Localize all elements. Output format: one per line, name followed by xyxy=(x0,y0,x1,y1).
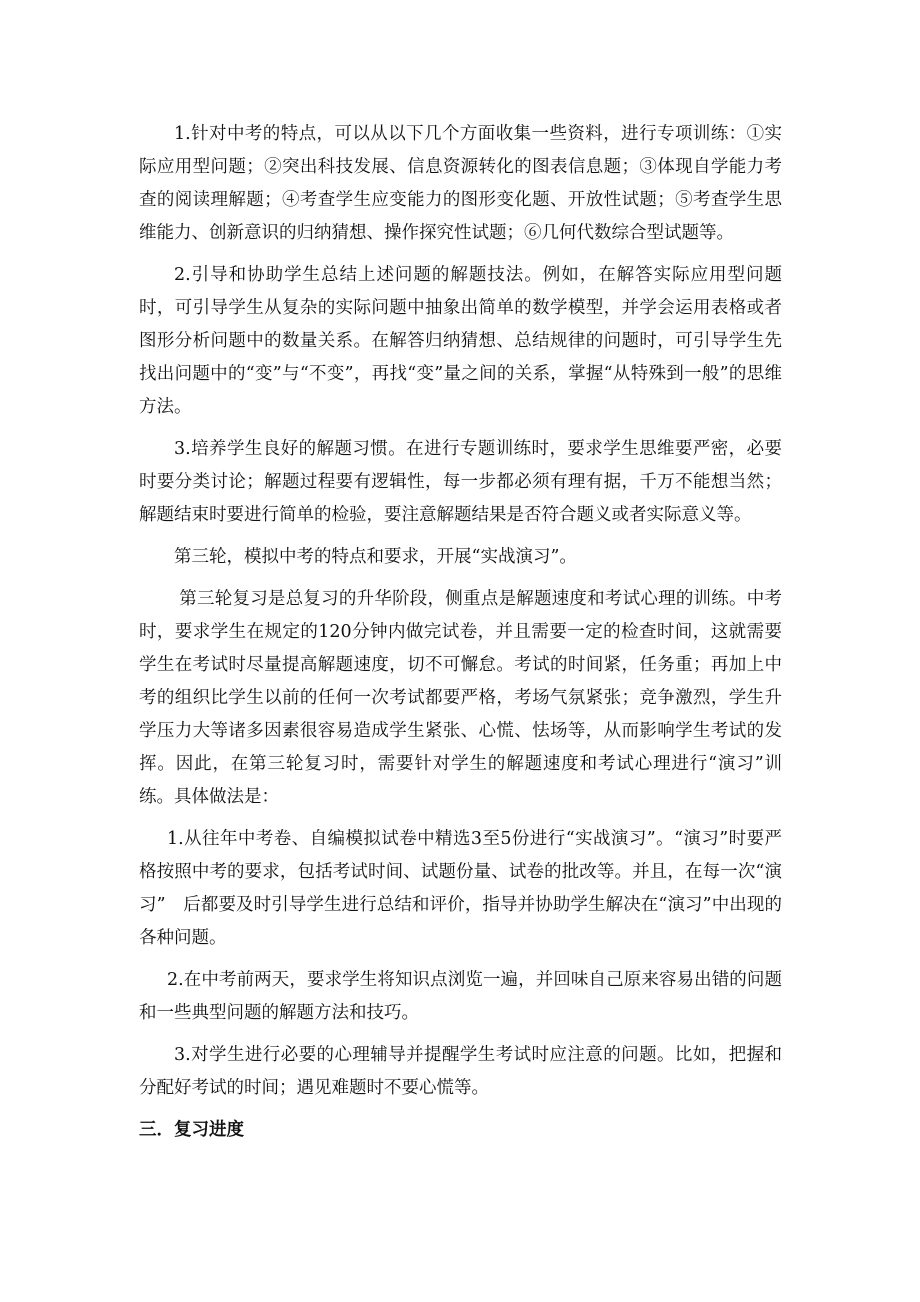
paragraph-third-round-title: 第三轮，模拟中考的特点和要求，开展“实战演习”。 xyxy=(174,547,577,567)
section-heading-review-schedule: 三．复习进度 xyxy=(139,1120,244,1140)
document-page xyxy=(139,118,782,1147)
paragraph-third-round-description: 第三轮复习是总复习的升华阶段，侧重点是解题速度和考试心理的训练。中考时，要求学生在规定的120分钟内做完试卷，并且需要一定的检查时间，这就需要学生在考试时尽量提高解题速度，切不可懈怠。考试的时间紧，任务重；再加上中考的组织比学生以前的任何一次考试都要严格，考场气氛紧张；竞争激烈，学生升学压力大等诸多因素很容易造成学生紧张、心慌、怯场等，从而影响学生考试的发挥。因此，在第三轮复习时，需要针对学生的解题速度和考试心理进行“演习”训练。具体做法是： xyxy=(139,589,782,807)
paragraph-pre-exam-review: 2.在中考前两天，要求学生将知识点浏览一遍，并回味自己原来容易出错的问题和一些典型问题的解题方法和技巧。 xyxy=(139,970,782,1023)
paragraph-topic-collection: 1.针对中考的特点，可以从以下几个方面收集一些资料，进行专项训练：①实际应用型问题；②突出科技发展、信息资源转化的图表信息题；③体现自学能力考查的阅读理解题；④考查学生应变能力的图形变化题、开放性试题；⑤考查学生思维能力、创新意识的归纳猜想、操作探究性试题；⑥几何代数综合型试题等。 xyxy=(139,124,782,243)
paragraph-mock-exam-practice: 1.从往年中考卷、自编模拟试卷中精选3至5份进行“实战演习”。“演习”时要严格按照中考的要求，包括考试时间、试题份量、试卷的批改等。并且，在每一次“演习” 后都要及时引导学生进行总结和评价，指导并协助学生解决在“演习”中出现的各种问题。 xyxy=(139,829,782,948)
paragraph-problem-techniques: 2.引导和协助学生总结上述问题的解题技法。例如，在解答实际应用型问题时，可引导学生从复杂的实际问题中抽象出简单的数学模型，并学会运用表格或者图形分析问题中的数量关系。在解答归纳猜想、总结规律的问题时，可引导学生先找出问题中的“变”与“不变”，再找“变”量之间的关系，掌握“从特殊到一般”的思维方法。 xyxy=(139,265,782,417)
paragraph-psychological-guidance: 3.对学生进行必要的心理辅导并提醒学生考试时应注意的问题。比如，把握和分配好考试的时间；遇见难题时不要心慌等。 xyxy=(139,1045,782,1098)
paragraph-solving-habits: 3.培养学生良好的解题习惯。在进行专题训练时，要求学生思维要严密，必要时要分类讨论；解题过程要有逻辑性，每一步都必须有理有据，千万不能想当然；解题结束时要进行简单的检验，要注意解题结果是否符合题义或者实际意义等。 xyxy=(139,439,782,525)
